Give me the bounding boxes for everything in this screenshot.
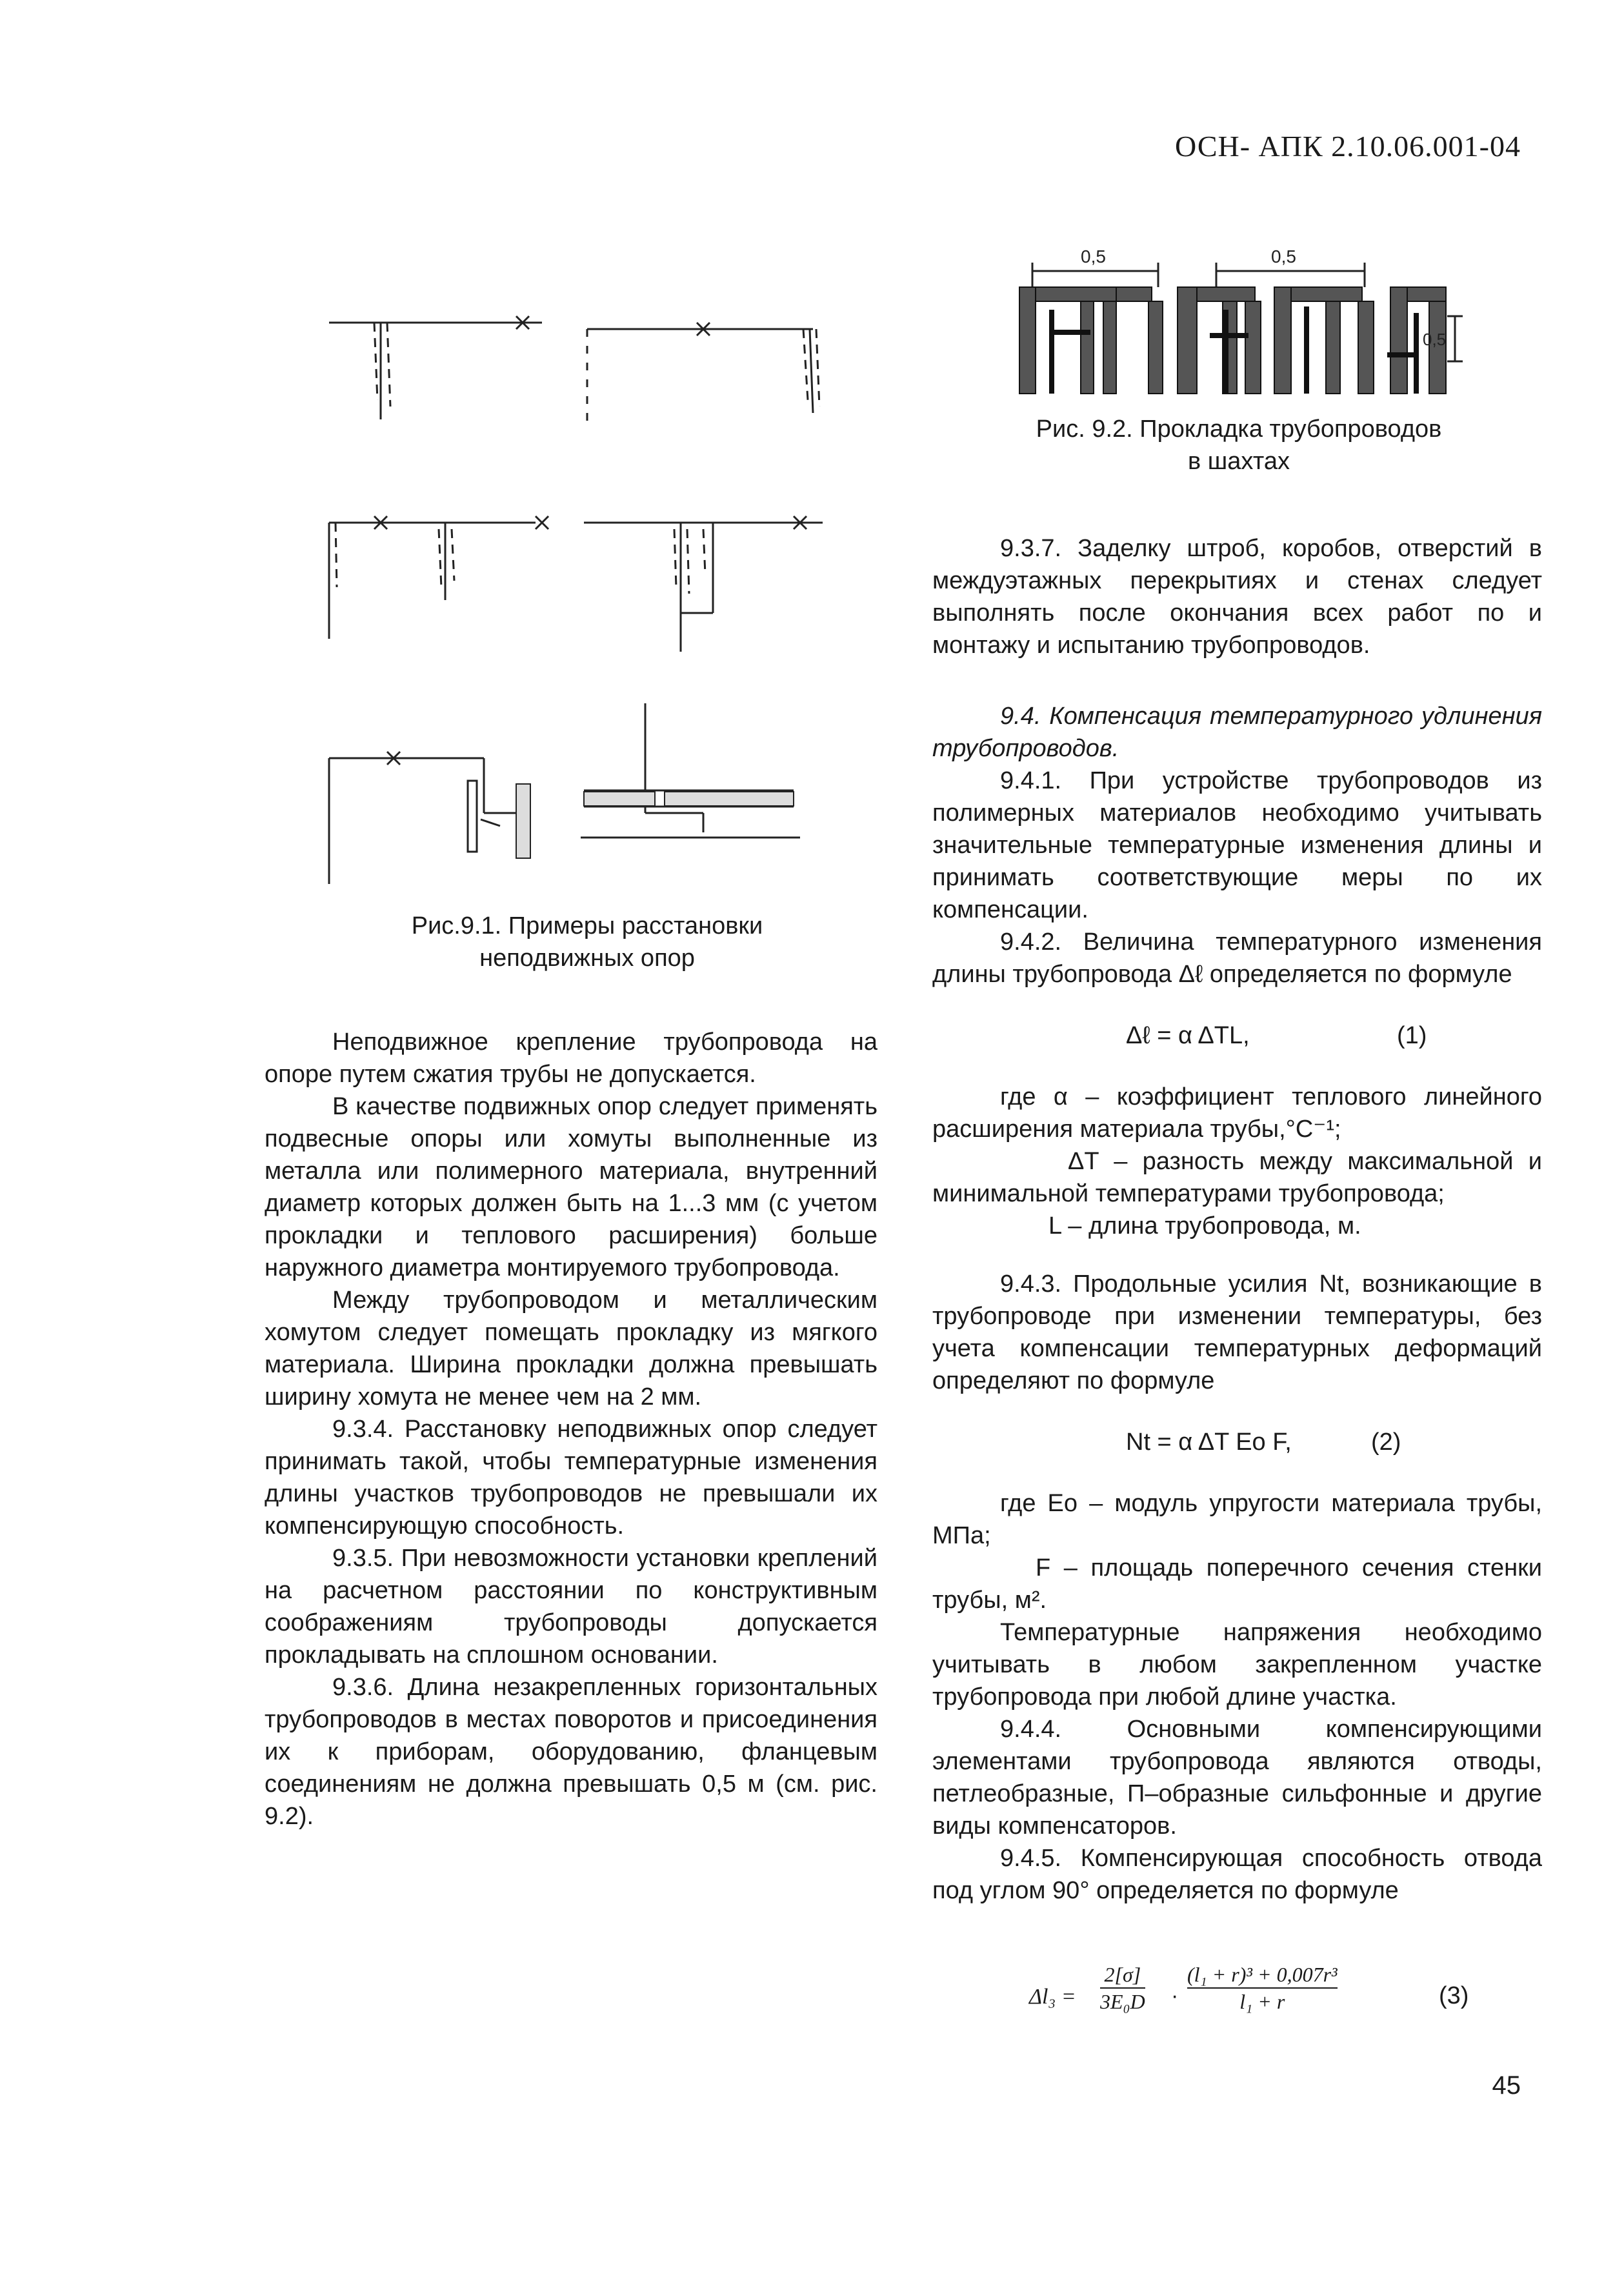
formula-3 bbox=[932, 1955, 1542, 2033]
formula-2 bbox=[932, 1426, 1542, 1458]
paragraph-movable-supports: В качестве подвижных опор следует применять подвесные опоры или хомуты выполненные из металла или полимерного материала, внутренний диаметр которых должен быть на 1...3 мм (с учетом прокладки и теплового расширения) больше наружного диаметра монтируемого трубопровода. bbox=[265, 1093, 877, 1281]
formula-2-expression: Nt = α ΔT Eo F, bbox=[1126, 1429, 1292, 1456]
section-9-4-heading: 9.4. Компенсация температурного удлинения трубопроводов. bbox=[932, 703, 1542, 762]
fig92-dim-c: 0,5 bbox=[1423, 330, 1447, 349]
paragraph-9-4-4: 9.4.4. Основными компенсирующими элементами трубопровода являются отводы, петлеобразные, П–образные сильфонные и другие виды компенсаторов. bbox=[932, 1716, 1542, 1840]
paragraph-9-4-2: 9.4.2. Величина температурного изменения длины трубопровода Δℓ определяется по формуле bbox=[932, 929, 1542, 988]
paragraph-9-3-5: 9.3.5. При невозможности установки креплений на расчетном расстоянии по конструктивным соображениям трубопроводы допускается прокладывать на сплошном основании. bbox=[265, 1545, 877, 1669]
paragraph-9-4-1: 9.4.1. При устройстве трубопроводов из полимерных материалов необходимо учитывать значительные температурные изменения длины и принимать соответствующие меры по их компенсации. bbox=[932, 767, 1542, 923]
paragraph-9-4-5: 9.4.5. Компенсирующая способность отвода под углом 90° определяется по формуле bbox=[932, 1845, 1542, 1904]
page-number: 45 bbox=[1492, 2071, 1521, 2100]
document-code-header: ОСН- АПК 2.10.06.001-04 bbox=[1175, 130, 1521, 163]
fig91-caption-line1: Рис.9.1. Примеры расстановки bbox=[411, 912, 763, 939]
formula-1-where-alpha: где α – коэффициент теплового линейного расширения материала трубы,°С⁻¹; bbox=[932, 1083, 1542, 1143]
fig92-dim-b: 0,5 bbox=[1271, 248, 1296, 266]
formula-1-number: (1) bbox=[1397, 1022, 1427, 1049]
left-column-text bbox=[265, 1026, 877, 1832]
fig91-caption-line2: неподвижных опор bbox=[479, 945, 695, 972]
formula-3-fraction-1 bbox=[1100, 1962, 1145, 2014]
formula-1-where-l: L – длина трубопровода, м. bbox=[1048, 1212, 1361, 1240]
figure-9-1-drawing bbox=[323, 303, 852, 897]
paragraph-9-3-7: 9.3.7. Заделку штроб, коробов, отверстий в междуэтажных перекрытиях и стенах следует выполнять после окончания всех работ по и монтажу и испытанию трубопроводов. bbox=[932, 535, 1542, 659]
fig92-dim-a: 0,5 bbox=[1081, 248, 1106, 266]
figure-9-1-caption bbox=[336, 910, 839, 974]
formula-3-dot: · bbox=[1171, 1983, 1179, 2008]
formula-3-numerator-2: (l₁ + r)³ + 0,007r³ bbox=[1187, 1963, 1338, 1986]
fig92-caption-line1: Рис. 9.2. Прокладка трубопроводов bbox=[1036, 416, 1442, 443]
paragraph-gasket: Между трубопроводом и металлическим хомутом следует помещать прокладку из мягкого материала. Ширина прокладки должна превышать ширину хомута не менее чем на 2 мм. bbox=[265, 1287, 877, 1411]
formula-3-denominator-2: l₁ + r bbox=[1239, 1990, 1285, 2013]
paragraph-fixed-mount: Неподвижное крепление трубопровода на опоре путем сжатия трубы не допускается. bbox=[265, 1029, 877, 1088]
right-column-text bbox=[932, 532, 1542, 2033]
formula-3-denominator-1: 3E₀D bbox=[1100, 1990, 1145, 2013]
figure-9-2-drawing bbox=[1003, 248, 1481, 403]
formula-1 bbox=[932, 1019, 1542, 1052]
formula-3-fraction-2 bbox=[1187, 1962, 1338, 2014]
formula-3-number: (3) bbox=[1439, 1982, 1469, 2009]
paragraph-9-3-4: 9.3.4. Расстановку неподвижных опор следует принимать такой, чтобы температурные изменения длины участков трубопроводов не превышали их компенсирующую способность. bbox=[265, 1416, 877, 1540]
fig92-caption-line2: в шахтах bbox=[1187, 448, 1290, 475]
formula-2-where-f: F – площадь поперечного сечения стенки трубы, м². bbox=[932, 1554, 1542, 1614]
formula-3-numerator-1: 2[σ] bbox=[1104, 1963, 1141, 1986]
figure-9-2-caption bbox=[968, 413, 1510, 477]
paragraph-temperature-stress: Температурные напряжения необходимо учитывать в любом закрепленном участке трубопровода при любой длине участка. bbox=[932, 1619, 1542, 1711]
formula-2-where-eo: где Eo – модуль упругости материала трубы, МПа; bbox=[932, 1490, 1542, 1549]
formula-1-expression: Δℓ = α ΔTL, bbox=[1126, 1022, 1250, 1049]
paragraph-9-3-6: 9.3.6. Длина незакрепленных горизонтальных трубопроводов в местах поворотов и присоединения их к приборам, оборудованию, фланцевым соединениям не должна превышать 0,5 м (см. рис. 9.2). bbox=[265, 1674, 877, 1830]
formula-3-lhs: Δl₃ = bbox=[1029, 1985, 1076, 2009]
paragraph-9-4-3: 9.4.3. Продольные усилия Nt, возникающие в трубопроводе при изменении температуры, без учета компенсации температурных деформаций определяют по формуле bbox=[932, 1270, 1542, 1394]
formula-2-number: (2) bbox=[1371, 1429, 1401, 1456]
formula-1-where-dt: ΔT – разность между максимальной и минимальной температурами трубопровода; bbox=[932, 1148, 1542, 1207]
